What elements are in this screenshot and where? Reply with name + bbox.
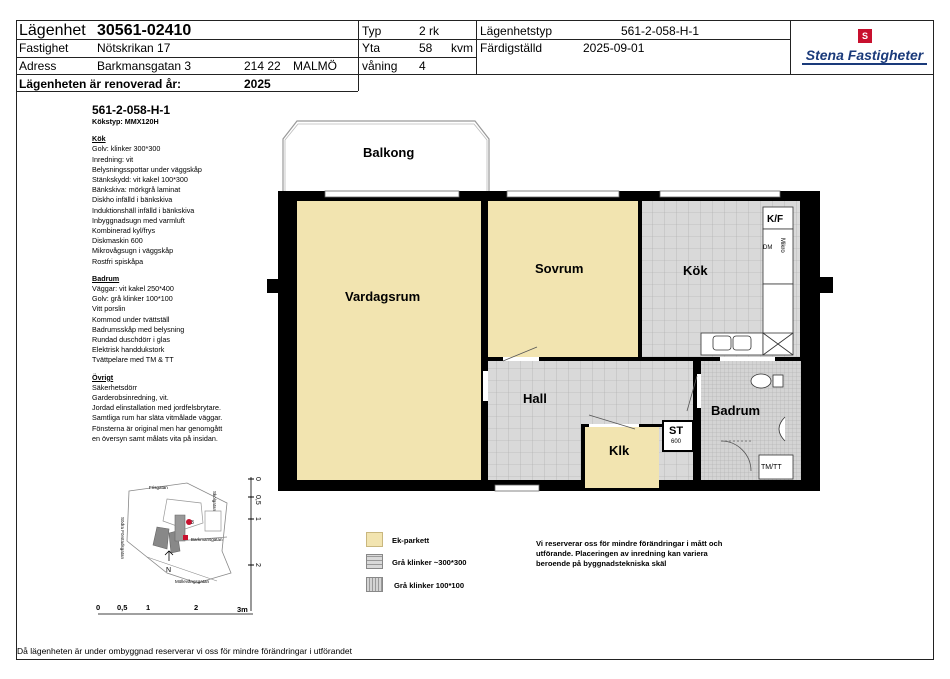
street-mid: Barkmansgatan — [191, 537, 223, 542]
vscale-2: 2 — [254, 563, 261, 567]
floor-value: 4 — [419, 59, 426, 73]
spec-line: Väggar: vit kakel 250*400 — [92, 284, 174, 294]
spec-line: Inbyggnadsugn med varmluft — [92, 215, 185, 225]
hscale-05: 0,5 — [117, 603, 128, 612]
spec-line: en översyn samt målats vita på insidan. — [92, 433, 218, 443]
street-top: Frisgatan — [149, 485, 168, 490]
floor-plan — [17, 21, 933, 661]
type-value: 2 rk — [419, 24, 440, 38]
bedroom-floor — [488, 201, 638, 357]
spec-line: Tvättpelare med TM & TT — [92, 355, 174, 365]
room-closet: Klk — [609, 443, 630, 458]
spec-line: Rundad duschdörr i glas — [92, 335, 170, 345]
spec-line: Induktionshäll infälld i bänkskiva — [92, 205, 195, 215]
floorplan-sheet — [16, 20, 934, 660]
apt-type-value: 561-2-058-H-1 — [621, 24, 700, 38]
completed-label: Färdigställd — [480, 41, 543, 55]
postcode: 214 22 — [244, 59, 281, 73]
area-label: Yta — [362, 41, 381, 55]
spec-line: Diskmaskin 600 — [92, 236, 143, 246]
apartment-number: 30561-02410 — [97, 22, 192, 39]
storage-size: 600 — [671, 439, 682, 445]
street-bottom: Möllevångsgatan — [175, 579, 210, 584]
toilet-icon — [751, 374, 771, 388]
address-label: Adress — [19, 59, 57, 73]
spec-line: Kombinerad kyl/frys — [92, 226, 156, 236]
reserve-note: Vi reserverar oss för mindre förändringar i mått och utförande. Placeringen av inredning kan variera beroende på byggnadstekniska skäl — [536, 539, 723, 568]
vscale-1: 1 — [254, 517, 261, 521]
street-right: Skolgatan — [212, 491, 217, 512]
room-hall: Hall — [523, 391, 547, 406]
spec-line: Golv: grå klinker 100*100 — [92, 294, 173, 304]
spec-line: Mikrovågsugn i väggskåp — [92, 246, 174, 256]
room-bathroom: Badrum — [711, 403, 761, 418]
spec-line: Golv: klinker 300*300 — [92, 144, 161, 154]
fridge-label: K/F — [767, 214, 784, 225]
spec-line: Rostfri spiskåpa — [92, 256, 144, 266]
kitchen-type: Kökstyp: MMX120H — [92, 117, 159, 126]
street-left: Södra Förstadsgatan — [120, 517, 125, 560]
floor-label: våning — [362, 59, 398, 73]
legend-oak-swatch — [366, 532, 383, 547]
spec-line: Belysningsspottar under väggskåp — [92, 164, 202, 174]
map-marker-label: 3 — [191, 520, 194, 526]
footer-note: Då lägenheten är under ombyggnad reserverar vi oss för mindre förändringar i utförandet — [17, 646, 352, 656]
living-room-floor — [297, 201, 481, 480]
spec-line: Säkerhetsdörr — [92, 382, 138, 392]
address-value: Barkmansgatan 3 — [97, 59, 192, 73]
vertical-scale — [248, 477, 261, 611]
room-balcony: Balkong — [363, 145, 415, 160]
renovated-label: Lägenheten är renoverad år: — [19, 77, 182, 91]
spec-line: Badrumsskåp med belysning — [92, 324, 185, 334]
spec-section-title: Kök — [92, 134, 106, 144]
legend-tile100-swatch — [366, 577, 383, 592]
storage-label: ST — [669, 425, 684, 437]
hscale-3m: 3m — [237, 605, 248, 614]
spec-section-title: Badrum — [92, 273, 120, 283]
hscale-2: 2 — [194, 603, 199, 612]
city: MALMÖ — [293, 59, 338, 73]
area-value: 58 — [419, 41, 433, 55]
spec-line: Bänkskiva: mörkgrå laminat — [92, 185, 181, 195]
spec-line: Diskho infälld i bänkskiva — [92, 195, 173, 205]
apt-type-label: Lägenhetstyp — [480, 24, 553, 38]
balcony — [283, 121, 489, 191]
room-kitchen: Kök — [683, 263, 708, 278]
micro-label: Mikro — [779, 238, 785, 253]
legend-tile100-label: Grå klinker 100*100 — [394, 581, 465, 590]
spec-section-title: Övrigt — [92, 372, 114, 382]
hscale-0: 0 — [96, 603, 101, 612]
legend-oak-label: Ek-parkett — [392, 536, 430, 545]
logo-flag-icon: S — [858, 29, 872, 43]
vscale-0: 0 — [254, 477, 261, 481]
legend-tile300-swatch — [366, 554, 383, 569]
area-unit: kvm — [451, 41, 473, 55]
spec-line: Vitt porslin — [92, 304, 126, 314]
north-label: N — [166, 567, 172, 574]
tmtt-label: TM/TT — [761, 464, 782, 471]
location-map — [120, 483, 231, 584]
property-value: Nötskrikan 17 — [97, 41, 171, 55]
spec-line: Elektrisk handdukstork — [92, 345, 165, 355]
type-label: Typ — [362, 24, 382, 38]
spec-line: Jordad elinstallation med jordfelsbrytare. — [92, 403, 222, 413]
spec-line: Garderobsinredning, vit. — [92, 393, 169, 403]
spec-code: 561-2-058-H-1 — [92, 103, 171, 117]
spec-line: Fönsterna är original men har genomgått — [92, 423, 223, 433]
apartment-label: Lägenhet — [19, 22, 86, 39]
room-living: Vardagsrum — [345, 289, 421, 304]
legend-tile300-label: Grå klinker ~300*300 — [392, 558, 467, 567]
renovated-year: 2025 — [244, 77, 271, 91]
room-bedroom: Sovrum — [535, 261, 584, 276]
completed-value: 2025-09-01 — [583, 41, 645, 55]
spec-line: Kommod under tvättställ — [92, 314, 170, 324]
hscale-1: 1 — [146, 603, 151, 612]
vscale-05: 0,5 — [254, 495, 261, 505]
spec-line: Samtliga rum har släta vitmålade väggar. — [92, 413, 223, 423]
dm-label: DM — [763, 245, 773, 251]
logo-text: Stena Fastigheter — [805, 47, 924, 63]
property-label: Fastighet — [19, 41, 69, 55]
spec-line: Stänkskydd: vit kakel 100*300 — [92, 175, 188, 185]
spec-line: Inredning: vit — [92, 154, 134, 164]
horizontal-scale — [96, 603, 253, 614]
